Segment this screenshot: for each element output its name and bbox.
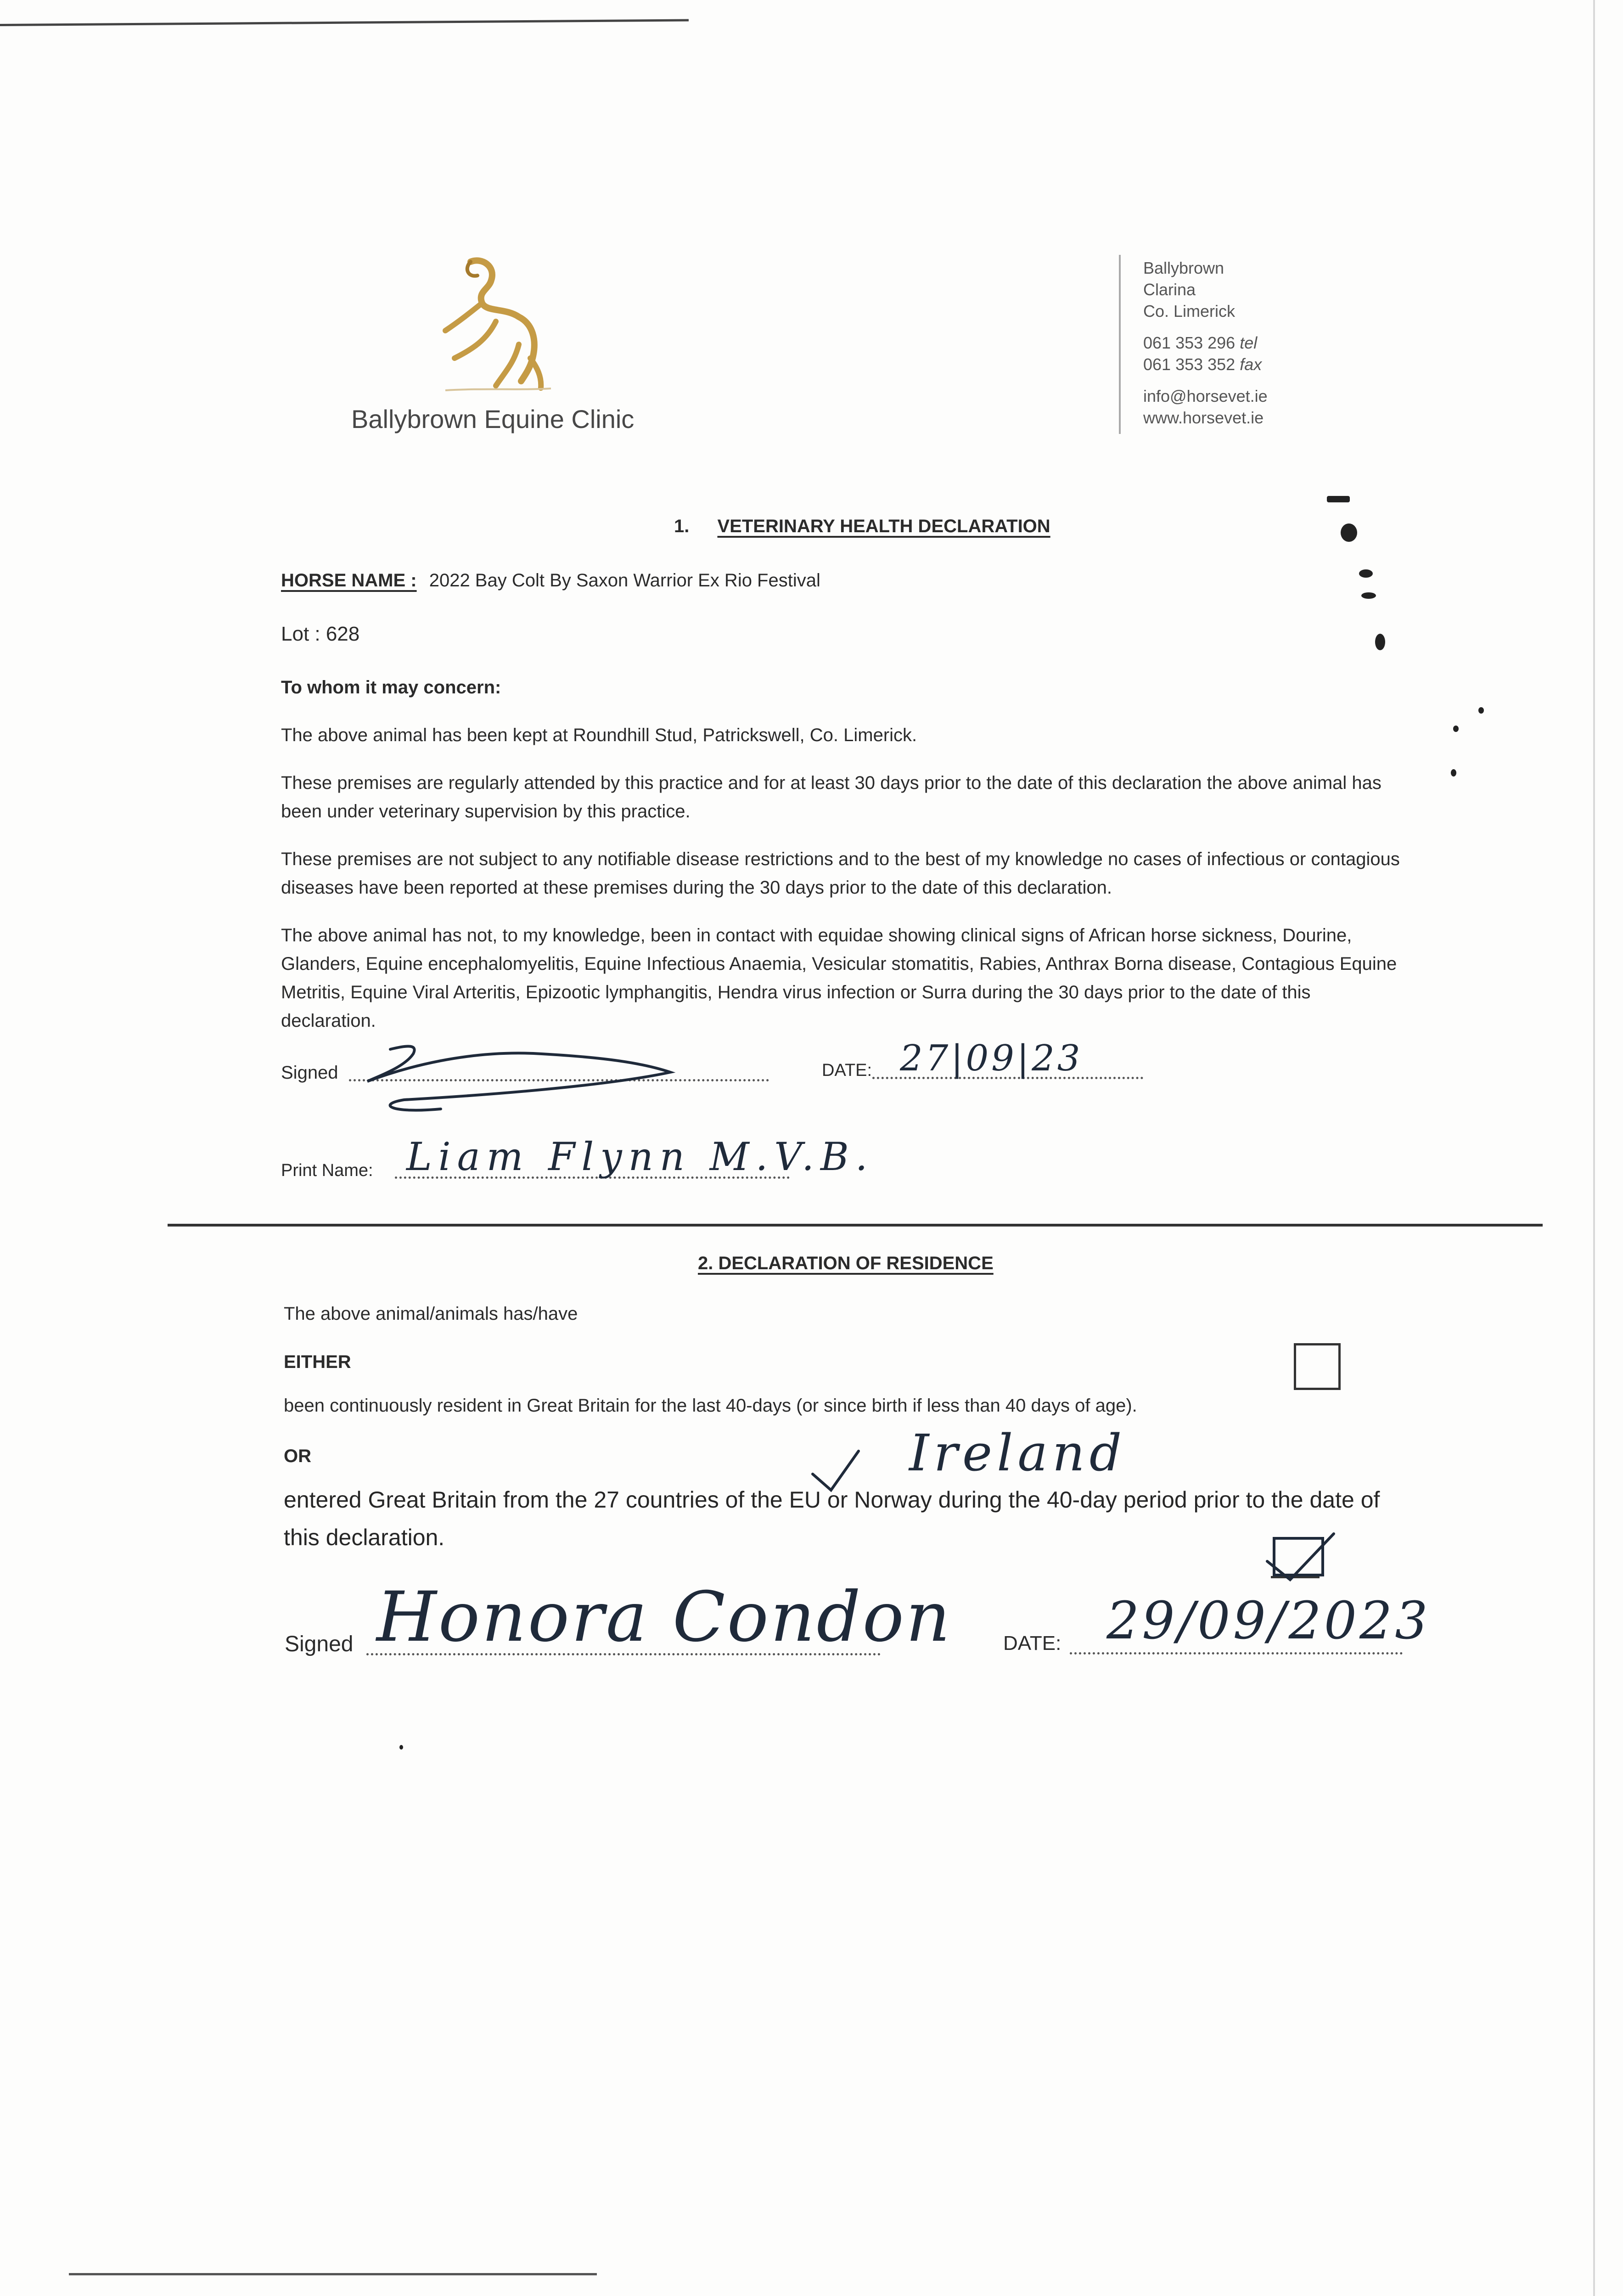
address-block (1143, 257, 1268, 428)
paragraph-diseases: The above animal has not, to my knowledge, been in contact with equidae showing clinical signs of African horse sickness, Dourine, Glanders, Equine encephalomyelitis, Equine Infectious Anaemia, Vesicular stomatitis, Rabies, Anthrax Borna disease, Contagious Equine Metritis, Equine Viral Arteritis, Epizootic lymphangitis, Hendra virus infection or Surra during the 30 days prior to the date of this declaration. (281, 925, 1397, 1031)
scan-speck (1361, 592, 1376, 599)
section2-title: 2. DECLARATION OF RESIDENCE (698, 1253, 994, 1273)
or-checkbox-tick-icon (1258, 1529, 1336, 1589)
scan-bottom-line (69, 2273, 597, 2275)
scan-speck (1359, 569, 1373, 578)
section-divider (168, 1224, 1543, 1227)
or-label: OR (284, 1446, 311, 1466)
horse-name-row (281, 566, 820, 595)
website: www.horsevet.ie (1143, 408, 1264, 427)
scan-speck (1375, 634, 1385, 650)
phone-number: 061 353 296 (1143, 333, 1236, 352)
phone-line (1143, 332, 1268, 354)
address-divider (1119, 255, 1121, 434)
section1-title: VETERINARY HEALTH DECLARATION (717, 516, 1050, 536)
either-label: EITHER (284, 1352, 351, 1372)
section1-body (281, 721, 1410, 1035)
either-checkbox[interactable] (1294, 1343, 1341, 1390)
scan-speck (1478, 707, 1484, 714)
vet-signature-image (349, 1031, 753, 1137)
address-line-3: Co. Limerick (1143, 302, 1236, 321)
vet-date-label: DATE: (822, 1061, 872, 1080)
scan-speck (399, 1745, 403, 1750)
salutation: To whom it may concern: (281, 677, 501, 698)
owner-signed-label: Signed (285, 1632, 354, 1656)
owner-date-line (1070, 1652, 1403, 1654)
section1-number: 1. (674, 516, 690, 536)
fax-label: fax (1240, 355, 1262, 374)
scan-speck (1451, 769, 1456, 777)
address-line-2: Clarina (1143, 280, 1196, 299)
email: info@horsevet.ie (1143, 387, 1268, 405)
either-text: been continuously resident in Great Britain for the last 40-days (or since birth if less than 40 days of age). (284, 1396, 1137, 1416)
print-name-value: Liam Flynn M.V.B. (406, 1134, 874, 1179)
scan-right-edge (1593, 0, 1595, 2296)
scan-edge-line (0, 19, 689, 26)
paragraph-supervision: These premises are regularly attended by this practice and for at least 30 days prior to the date of this declaration the above animal has been under veterinary supervision by this practice. (281, 773, 1382, 822)
horse-name-label: HORSE NAME : (281, 570, 417, 591)
scan-speck (1341, 523, 1357, 542)
fax-number: 061 353 352 (1143, 355, 1236, 374)
paragraph-restrictions: These premises are not subject to any notifiable disease restrictions and to the best of my knowledge no cases of infectious or contagious diseases have been reported at these premises during the 30 days prior to the date of this declaration. (281, 849, 1400, 898)
owner-signature-value: Honora Condon (376, 1577, 952, 1657)
vet-signed-label: Signed (281, 1063, 338, 1083)
owner-date-label: DATE: (1003, 1632, 1061, 1654)
horse-name-value: 2022 Bay Colt By Saxon Warrior Ex Rio Festival (429, 570, 820, 591)
owner-date-value: 29/09/2023 (1106, 1591, 1431, 1651)
lot-number-text: Lot : 628 (281, 623, 360, 645)
fax-line (1143, 354, 1268, 375)
horse-logo-icon (427, 253, 565, 400)
section1-heading (674, 512, 1050, 540)
print-name-label: Print Name: (281, 1161, 373, 1180)
clinic-logo (427, 253, 565, 400)
scan-speck (1327, 496, 1350, 502)
vet-date-value: 27|09|23 (900, 1038, 1083, 1079)
residence-intro: The above animal/animals has/have (284, 1304, 578, 1324)
clinic-name: Ballybrown Equine Clinic (351, 405, 635, 433)
handwritten-country-note: Ireland (909, 1424, 1127, 1482)
paragraph-premises: The above animal has been kept at Roundhill Stud, Patrickswell, Co. Limerick. (281, 725, 917, 745)
phone-label: tel (1240, 333, 1258, 352)
scan-speck (1453, 726, 1459, 732)
or-text: entered Great Britain from the 27 countries of the EU or Norway during the 40-day period prior to the date of this declaration. (284, 1487, 1380, 1550)
address-line-1: Ballybrown (1143, 259, 1224, 277)
